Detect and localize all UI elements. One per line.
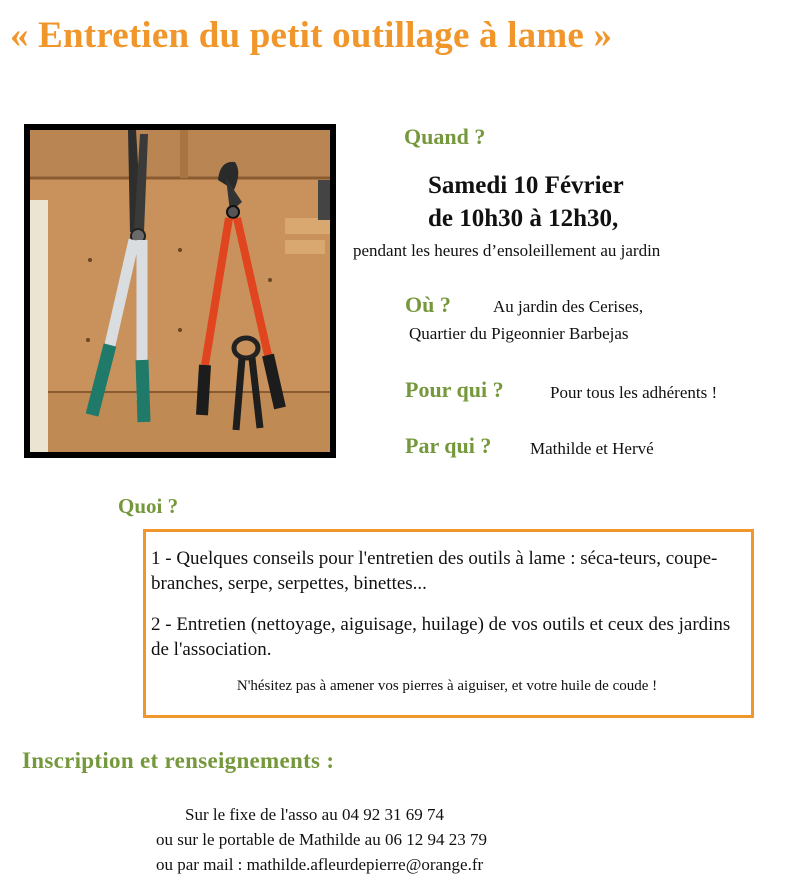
for-whom-value: Pour tous les adhérents ! <box>550 383 718 402</box>
program-item: 1 - Quelques conseils pour l'entretien des outils à lame : séca-teurs, coupe-branches, serpe, serpettes, binettes... <box>151 548 718 594</box>
contact-phone-mobile: ou sur le portable de Mathilde au 06 12 94 23 79 <box>156 830 487 849</box>
location-line1: Au jardin des Cerises, <box>493 297 644 316</box>
event-date: Samedi 10 Février <box>428 172 624 199</box>
for-whom-label: Pour qui ? <box>405 377 504 402</box>
where-label: Où ? <box>405 292 451 317</box>
contact-phone-fixed: Sur le fixe de l'asso au 04 92 31 69 74 <box>185 805 444 824</box>
event-time-detail: pendant les heures d’ensoleillement au jardin <box>353 241 661 260</box>
program-note: N'hésitez pas à amener vos pierres à aiguiser, et votre huile de coude ! <box>236 678 658 694</box>
program-item: 2 - Entretien (nettoyage, aiguisage, huilage) de vos outils et ceux des jardins de l'association. <box>151 614 731 660</box>
location-line2: Quartier du Pigeonnier Barbejas <box>409 324 629 343</box>
program-box <box>143 529 754 718</box>
contact-email: ou par mail : mathilde.afleurdepierre@orange.fr <box>156 855 484 874</box>
by-whom-value: Mathilde et Hervé <box>530 439 654 458</box>
event-time: de 10h30 à 12h30, <box>428 205 619 232</box>
by-whom-label: Par qui ? <box>405 433 492 458</box>
tools-illustration <box>30 130 330 452</box>
when-label: Quand ? <box>404 124 486 149</box>
registration-label: Inscription et renseignements : <box>22 748 335 773</box>
tools-photo <box>24 124 336 458</box>
what-label: Quoi ? <box>118 494 179 518</box>
page-title: « Entretien du petit outillage à lame » <box>10 15 613 56</box>
